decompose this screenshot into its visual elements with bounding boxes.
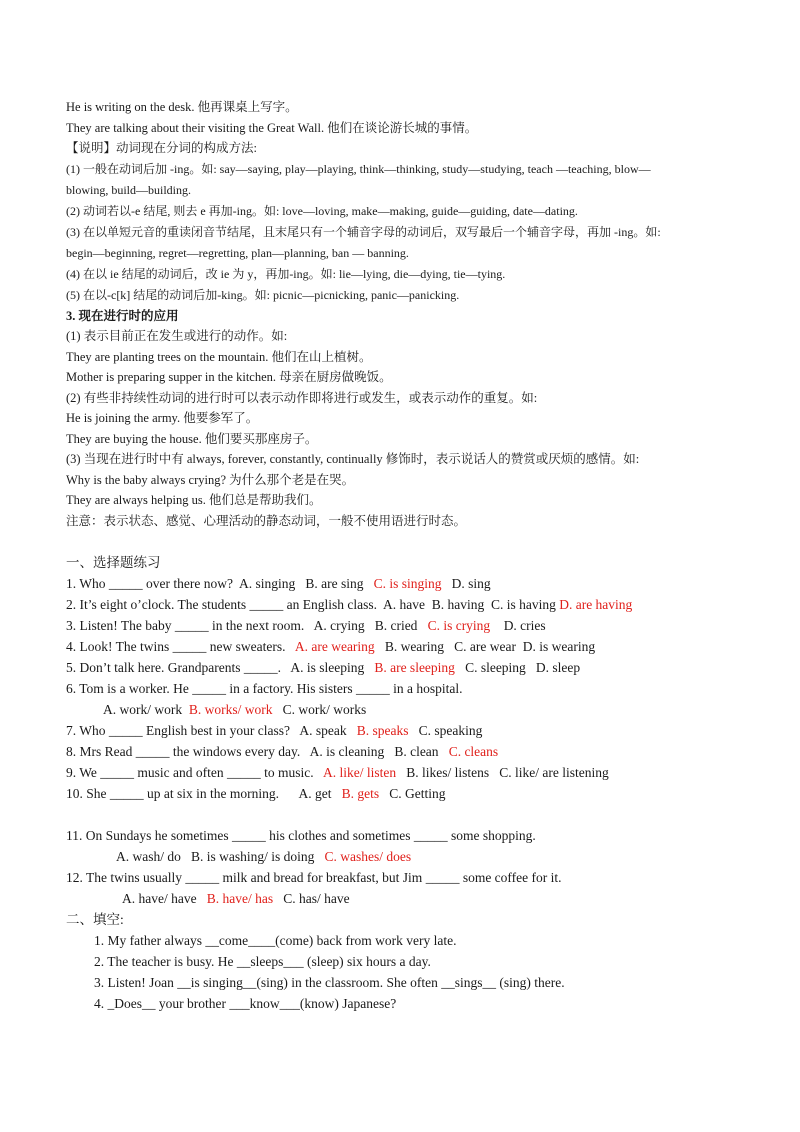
example-buying: They are buying the house. 他们要买那座房子。	[66, 431, 318, 446]
question-2	[66, 594, 746, 615]
question-tail: C. sleeping D. sleep	[454, 660, 581, 675]
notice: 注意：表示状态、感觉、心理活动的静态动词，一般不使用语进行时态。	[66, 513, 467, 528]
answer-highlight: A. like/ listen	[323, 765, 397, 780]
question-9	[66, 762, 746, 783]
answer-highlight: D. are having	[559, 597, 633, 612]
question-stem: 12. The twins usually _____ milk and bread for breakfast, but Jim _____ some coffee for it.	[66, 870, 562, 885]
question-12	[66, 867, 746, 888]
question-11-options	[66, 846, 746, 867]
question-stem: 4. Look! The twins _____ new sweaters.	[66, 639, 295, 654]
rule-1-line-2: blowing, build—building.	[66, 182, 192, 197]
usage-1: (1) 表示目前正在发生或进行的动作。如:	[66, 329, 288, 343]
question-11	[66, 825, 746, 846]
rule-2: (2) 动词若以-e 结尾, 则去 e 再加-ing。如: love—loving, make—making, guide—guiding, date—dating.	[66, 203, 578, 218]
example-crying: Why is the baby always crying? 为什么那个老是在哭。	[66, 472, 355, 487]
example-preparing: Mother is preparing supper in the kitchen. 母亲在厨房做晚饭。	[66, 370, 392, 384]
answer-highlight: C. is crying	[427, 618, 491, 633]
question-3	[66, 615, 746, 636]
answer-highlight: B. speaks	[356, 723, 409, 738]
question-stem: 11. On Sundays he sometimes _____ his clothes and sometimes _____ some shopping.	[66, 828, 536, 843]
question-stem: 8. Mrs Read _____ the windows every day. A. is cleaning B. clean	[66, 744, 449, 759]
question-6	[66, 678, 746, 699]
fill-3: 3. Listen! Joan __is singing__(sing) in the classroom. She often __sings__ (sing) there.	[94, 975, 565, 990]
question-stem: 6. Tom is a worker. He _____ in a factory. His sisters _____ in a hospital.	[66, 681, 463, 696]
question-stem: 9. We _____ music and often _____ to music.	[66, 765, 324, 780]
question-12-options	[66, 888, 746, 909]
question-tail: C. has/ have	[273, 891, 350, 906]
question-stem: 7. Who _____ English best in your class? A. speak	[66, 723, 357, 738]
question-4	[66, 636, 746, 657]
spacer	[66, 531, 746, 552]
exercise-1-heading: 一、选择题练习	[66, 555, 161, 570]
rule-5: (5) 在以-c[k] 结尾的动词后加-king。如: picnic—picnicking, panic—panicking.	[66, 287, 460, 302]
question-tail: D. sing	[441, 576, 491, 591]
exercise-2-heading: 二、填空:	[66, 912, 124, 927]
answer-highlight: B. are sleeping	[374, 660, 455, 675]
question-tail: C. Getting	[379, 786, 446, 801]
usage-heading: 3. 现在进行时的应用	[66, 308, 179, 323]
fill-2: 2. The teacher is busy. He __sleeps___ (sleep) six hours a day.	[94, 954, 431, 969]
answer-highlight: B. have/ has	[206, 891, 274, 906]
answer-highlight: A. are wearing	[294, 639, 375, 654]
question-stem: 1. Who _____ over there now? A. singing B. are sing	[66, 576, 374, 591]
document-page	[66, 97, 746, 1014]
question-option: A. wash/ do B. is washing/ is doing	[116, 849, 325, 864]
example-joining: He is joining the army. 他要参军了。	[66, 411, 259, 425]
rule-1-line-1: (1) 一般在动词后加 -ing。如: say—saying, play—playing, think—thinking, study—studying, teach —teaching, blow—	[66, 161, 651, 176]
note-heading: 【说明】动词现在分词的构成方法:	[66, 141, 257, 155]
question-stem: 10. She _____ up at six in the morning. A. get	[66, 786, 342, 801]
example-planting: They are planting trees on the mountain. 他们在山上植树。	[66, 349, 372, 364]
question-tail: B. likes/ listens C. like/ are listening	[396, 765, 609, 780]
question-tail: C. work/ works	[272, 702, 367, 717]
rule-4: (4) 在以 ie 结尾的动词后，改 ie 为 y，再加-ing。如: lie—lying, die—dying, tie—tying.	[66, 266, 506, 281]
usage-3: (3) 当现在进行时中有 always, forever, constantly, continually 修饰时，表示说话人的赞赏或厌烦的感情。如:	[66, 452, 640, 466]
answer-highlight: C. washes/ does	[324, 849, 412, 864]
question-6-options	[66, 699, 746, 720]
fill-4: 4. _Does__ your brother ___know___(know) Japanese?	[94, 996, 397, 1011]
question-10	[66, 783, 746, 804]
answer-highlight: C. is singing	[373, 576, 442, 591]
spacer	[66, 804, 746, 825]
question-option: A. have/ have	[122, 891, 207, 906]
question-1	[66, 573, 746, 594]
usage-2: (2) 有些非持续性动词的进行时可以表示动作即将进行或发生，或表示动作的重复。如:	[66, 390, 538, 405]
rule-3-line-1: (3) 在以单短元音的重读闭音节结尾，且末尾只有一个辅音字母的动词后，双写最后一个辅音字母，再加 -ing。如:	[66, 224, 661, 239]
question-stem: 3. Listen! The baby _____ in the next room. A. crying B. cried	[66, 618, 428, 633]
question-tail: C. speaking	[408, 723, 483, 738]
question-stem: 5. Don’t talk here. Grandparents _____. A. is sleeping	[66, 660, 375, 675]
example-talking: They are talking about their visiting the Great Wall. 他们在谈论游长城的事情。	[66, 120, 478, 135]
example-helping: They are always helping us. 他们总是帮助我们。	[66, 493, 322, 507]
example-writing: He is writing on the desk. 他再课桌上写字。	[66, 100, 298, 114]
fill-1: 1. My father always __come____(come) back from work very late.	[94, 933, 457, 948]
question-option: A. work/ work	[103, 702, 189, 717]
rule-3-line-2: begin—beginning, regret—regretting, plan—planning, ban — banning.	[66, 245, 409, 260]
question-8	[66, 741, 746, 762]
question-5	[66, 657, 746, 678]
question-tail: B. wearing C. are wear D. is wearing	[374, 639, 596, 654]
question-7	[66, 720, 746, 741]
answer-highlight: B. works/ work	[188, 702, 273, 717]
question-stem: 2. It’s eight o’clock. The students _____ an English class. A. have B. having C. is having	[66, 597, 560, 612]
answer-highlight: C. cleans	[448, 744, 499, 759]
question-tail: D. cries	[490, 618, 546, 633]
answer-highlight: B. gets	[341, 786, 380, 801]
